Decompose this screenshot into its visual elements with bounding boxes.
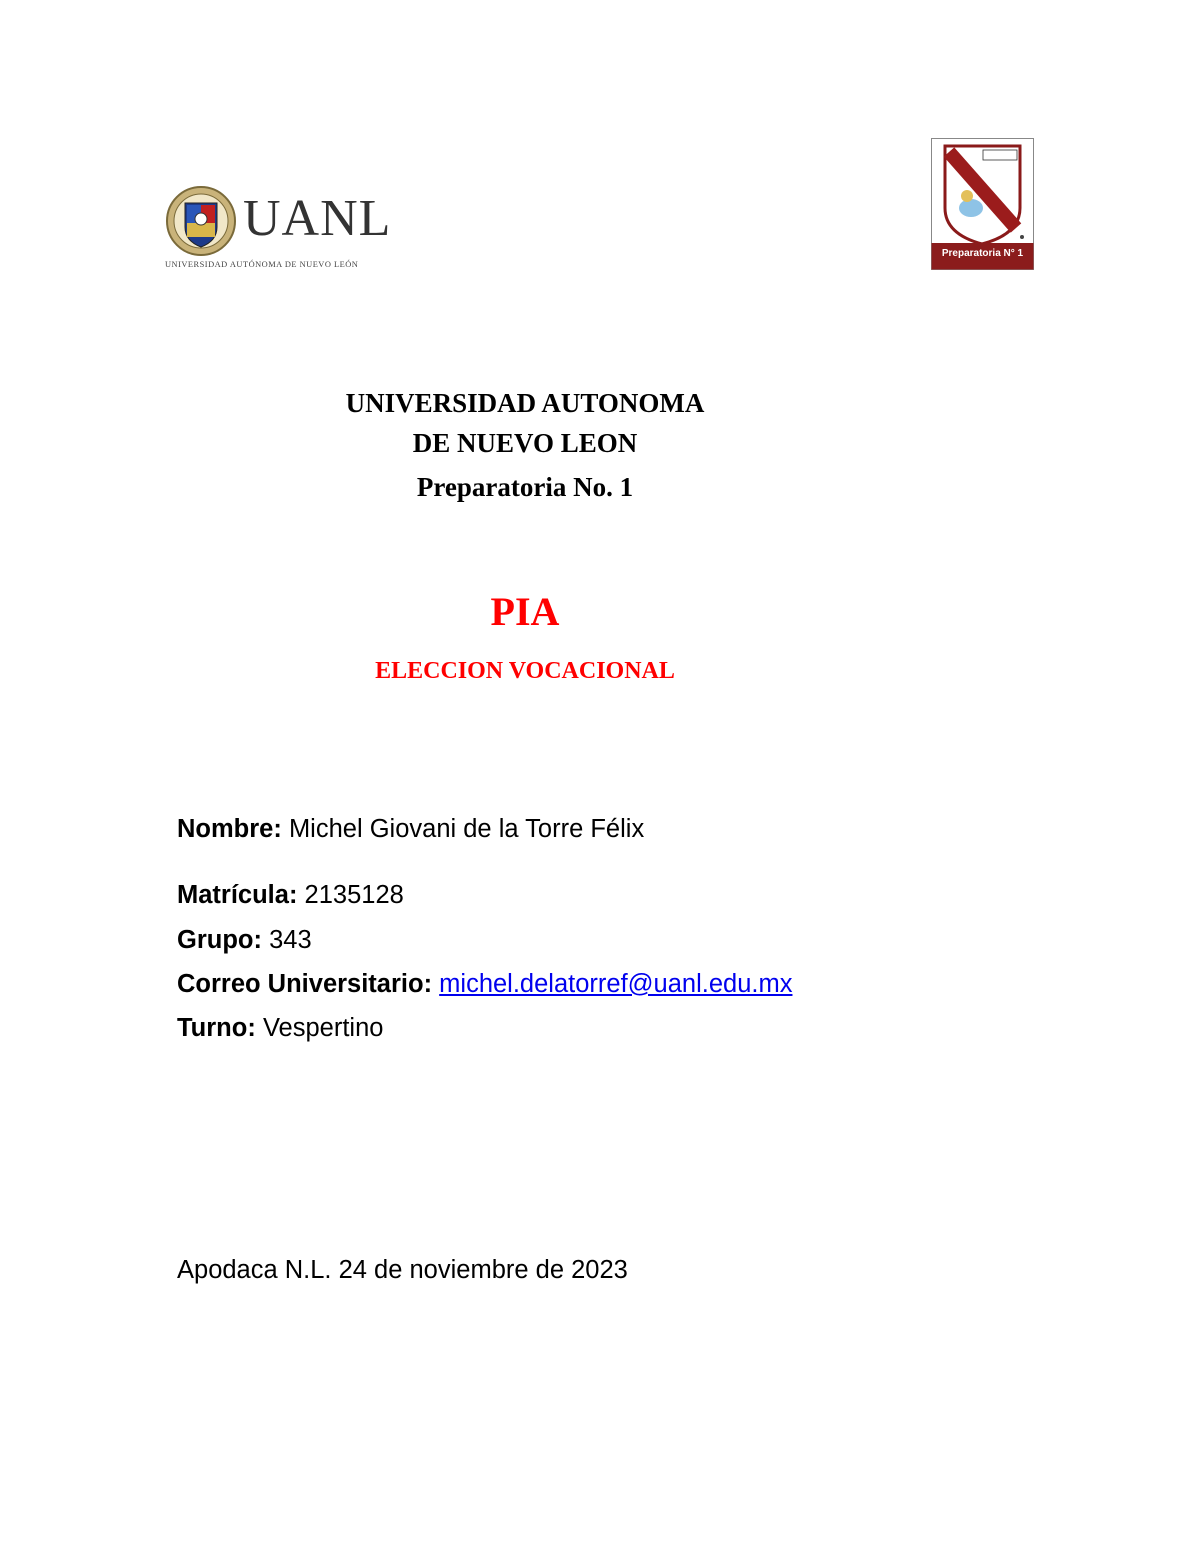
correo-email-link[interactable]: michel.delatorref@uanl.edu.mx	[439, 970, 793, 998]
place-date: Apodaca N.L. 24 de noviembre de 2023	[177, 1256, 628, 1284]
nombre-value: Michel Giovani de la Torre Félix	[288, 815, 645, 843]
turno-label: Turno:	[177, 1014, 256, 1042]
uanl-wordmark: UANL	[243, 190, 392, 247]
field-nombre	[177, 815, 644, 844]
document-subtitle: ELECCION VOCACIONAL	[375, 658, 675, 684]
nombre-label: Nombre:	[177, 815, 282, 843]
prepa-badge-label: Preparatoria N° 1	[941, 248, 1024, 259]
field-turno	[177, 1014, 383, 1043]
correo-label: Correo Universitario:	[177, 970, 433, 998]
document-title: PIA	[490, 589, 560, 634]
field-correo	[177, 970, 792, 999]
header-line-1: UNIVERSIDAD AUTONOMA	[345, 388, 705, 418]
matricula-value: 2135128	[304, 881, 404, 909]
field-matricula	[177, 881, 404, 910]
uanl-seal-icon	[165, 185, 237, 257]
grupo-label: Grupo:	[177, 926, 262, 954]
uanl-tagline: UNIVERSIDAD AUTÓNOMA DE NUEVO LEÓN	[165, 260, 359, 269]
uanl-logo	[165, 183, 392, 278]
grupo-value: 343	[269, 926, 312, 954]
matricula-label: Matrícula:	[177, 881, 298, 909]
header-line-2: DE NUEVO LEON	[412, 428, 638, 458]
header-line-3: Preparatoria No. 1	[416, 472, 634, 502]
turno-value: Vespertino	[262, 1014, 384, 1042]
field-grupo	[177, 926, 312, 955]
prepa-badge-logo	[931, 138, 1034, 270]
